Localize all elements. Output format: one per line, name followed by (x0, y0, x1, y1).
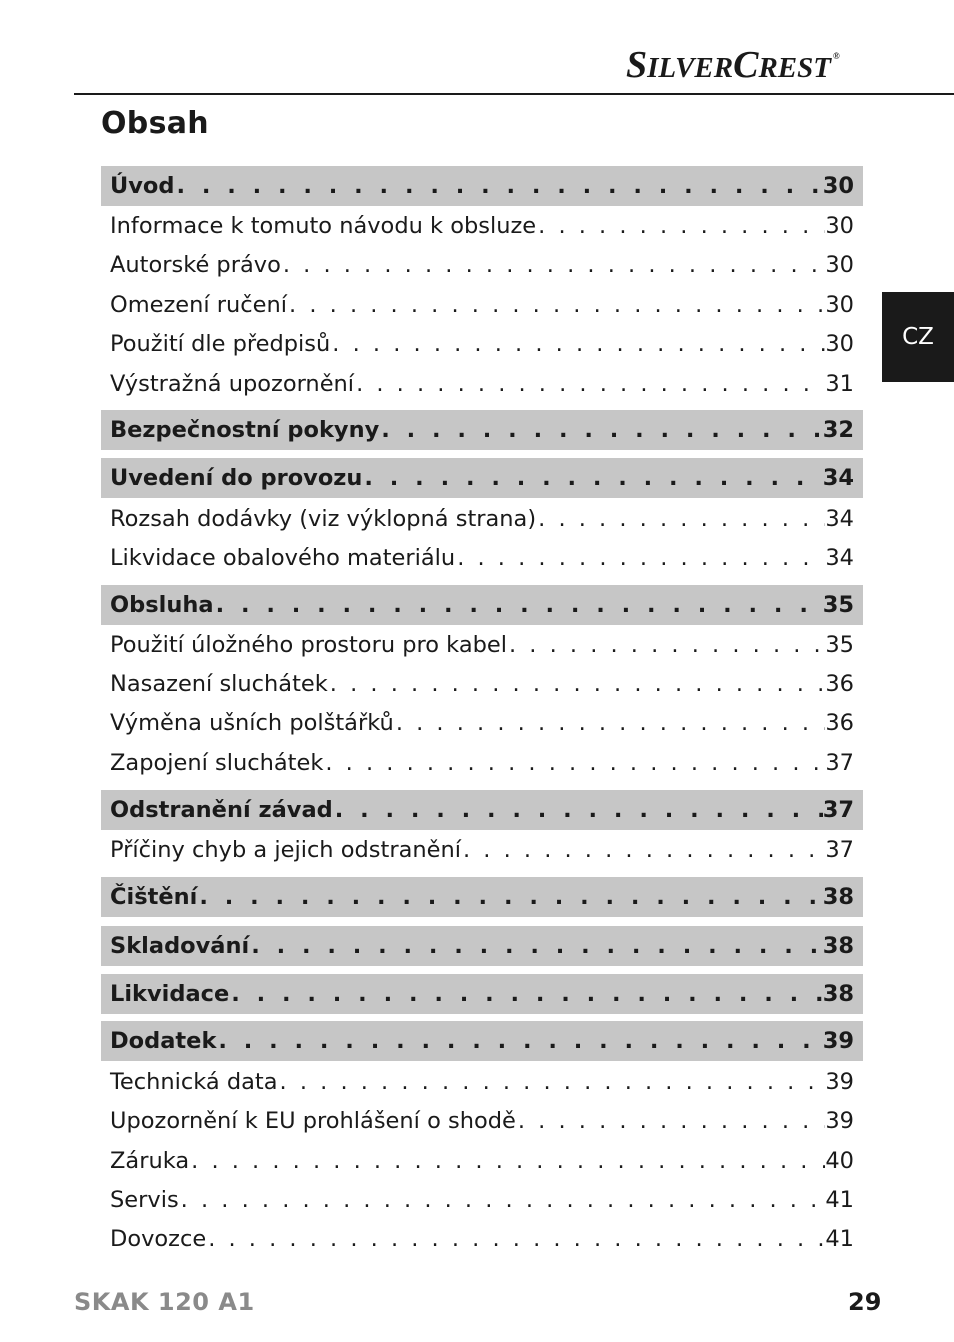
toc-label: Omezení ručení (110, 291, 288, 318)
toc-leader-dots (216, 1028, 822, 1054)
toc-label: Příčiny chyb a jejich odstranění (110, 836, 461, 863)
toc-leader-dots (455, 545, 825, 571)
toc-section (101, 1021, 863, 1061)
toc-page-number: 38 (822, 884, 854, 910)
toc-page-number: 41 (825, 1186, 854, 1213)
brand-logo-ilver: ILVER (647, 52, 734, 84)
toc-label: Autorské právo (110, 251, 281, 278)
toc-entry (101, 625, 863, 664)
toc-leader-dots (330, 331, 825, 357)
toc-label: Dovozce (110, 1225, 207, 1252)
toc-section (101, 458, 863, 498)
toc-leader-dots (249, 933, 822, 959)
toc-page-number: 38 (822, 933, 854, 959)
toc-page-number: 35 (825, 631, 854, 658)
toc-label: Použití dle předpisů (110, 330, 331, 357)
language-tab (882, 292, 954, 382)
toc-page-number: 39 (822, 1028, 854, 1054)
toc-page-number: 35 (822, 592, 854, 618)
toc-page-number: 36 (825, 670, 854, 697)
toc-label: Technická data (110, 1068, 278, 1095)
toc-leader-dots (281, 252, 826, 278)
toc-entry (101, 206, 863, 245)
brand-logo-rest: REST (758, 52, 831, 84)
toc-entry (101, 1101, 863, 1140)
toc-page-number: 32 (822, 417, 854, 443)
toc-label: Skladování (110, 933, 250, 959)
footer-model: SKAK 120 A1 (74, 1288, 255, 1316)
toc-page-number: 31 (825, 370, 854, 397)
toc-leader-dots (206, 1226, 825, 1252)
toc-label: Obsluha (110, 592, 214, 618)
toc-leader-dots (179, 1187, 826, 1213)
toc-leader-dots (229, 981, 822, 1007)
toc-entry (101, 245, 863, 284)
toc-page-number: 37 (825, 749, 854, 776)
toc-page-number: 39 (825, 1107, 854, 1134)
toc-page-number: 30 (825, 291, 854, 318)
toc-leader-dots (536, 506, 825, 532)
toc-entry (101, 285, 863, 324)
toc-section (101, 877, 863, 917)
toc-page-number: 30 (822, 173, 854, 199)
language-tab-label: CZ (902, 324, 934, 350)
toc-section (101, 410, 863, 450)
toc-section (101, 585, 863, 625)
toc-page-number: 39 (825, 1068, 854, 1095)
toc-entry (101, 830, 863, 869)
toc-page-number: 34 (822, 465, 854, 491)
toc-label: Použití úložného prostoru pro kabel (110, 631, 507, 658)
toc-leader-dots (323, 750, 825, 776)
toc-leader-dots (328, 671, 826, 697)
toc-entry (101, 364, 863, 403)
toc-leader-dots (379, 417, 822, 443)
brand-logo-s: S (626, 44, 648, 86)
toc-label: Záruka (110, 1147, 190, 1174)
header-rule (74, 93, 954, 95)
toc-section (101, 926, 863, 966)
toc-leader-dots (362, 465, 822, 491)
toc-leader-dots (394, 710, 826, 736)
toc-label: Dodatek (110, 1028, 217, 1054)
toc-leader-dots (278, 1069, 826, 1095)
toc-label: Uvedení do provozu (110, 465, 363, 491)
toc-section (101, 166, 863, 206)
page-title: Obsah (101, 106, 209, 141)
toc-page-number: 30 (825, 330, 854, 357)
toc-label: Odstranění závad (110, 797, 333, 823)
footer-page-number: 29 (848, 1288, 882, 1316)
toc-page-number: 34 (825, 505, 854, 532)
toc-label: Informace k tomuto návodu k obsluze (110, 212, 537, 239)
toc-page-number: 37 (822, 797, 854, 823)
toc-label: Výměna ušních polštářků (110, 709, 394, 736)
toc-page-number: 36 (825, 709, 854, 736)
toc-entry (101, 1062, 863, 1101)
toc-label: Upozornění k EU prohlášení o shodě (110, 1107, 516, 1134)
toc-leader-dots (214, 592, 823, 618)
toc-entry (101, 743, 863, 782)
toc-page-number: 34 (825, 544, 854, 571)
toc-page-number: 40 (825, 1147, 854, 1174)
toc-entry (101, 1180, 863, 1219)
toc-page-number: 37 (825, 836, 854, 863)
toc-page-number: 38 (822, 981, 854, 1007)
toc-leader-dots (507, 632, 825, 658)
toc-leader-dots (287, 292, 825, 318)
toc-entry (101, 1219, 863, 1258)
toc-label: Čištění (110, 884, 198, 910)
toc-leader-dots (189, 1148, 825, 1174)
toc-section (101, 974, 863, 1014)
toc-leader-dots (197, 884, 822, 910)
toc-leader-dots (461, 837, 825, 863)
brand-logo-c: C (733, 44, 759, 86)
toc-page-number: 30 (825, 212, 854, 239)
toc-entry (101, 1141, 863, 1180)
toc-entry (101, 538, 863, 577)
toc-label: Nasazení sluchátek (110, 670, 328, 697)
toc-label: Rozsah dodávky (viz výklopná strana) (110, 505, 537, 532)
toc-label: Úvod (110, 173, 175, 199)
toc-entry (101, 664, 863, 703)
toc-entry (101, 703, 863, 742)
toc-entry (101, 499, 863, 538)
toc-entry (101, 324, 863, 363)
brand-logo (626, 46, 838, 84)
toc-label: Likvidace (110, 981, 230, 1007)
toc-leader-dots (175, 173, 823, 199)
toc-page-number: 41 (825, 1225, 854, 1252)
toc-label: Zapojení sluchátek (110, 749, 324, 776)
toc-page-number: 30 (825, 251, 854, 278)
toc-label: Výstražná upozornění (110, 370, 355, 397)
registered-mark: ® (832, 51, 840, 61)
toc-leader-dots (536, 213, 825, 239)
toc-leader-dots (354, 371, 825, 397)
toc-label: Bezpečnostní pokyny (110, 417, 380, 443)
toc-leader-dots (333, 797, 823, 823)
toc-leader-dots (516, 1108, 826, 1134)
toc-label: Likvidace obalového materiálu (110, 544, 456, 571)
toc-label: Servis (110, 1186, 179, 1213)
toc-section (101, 790, 863, 830)
